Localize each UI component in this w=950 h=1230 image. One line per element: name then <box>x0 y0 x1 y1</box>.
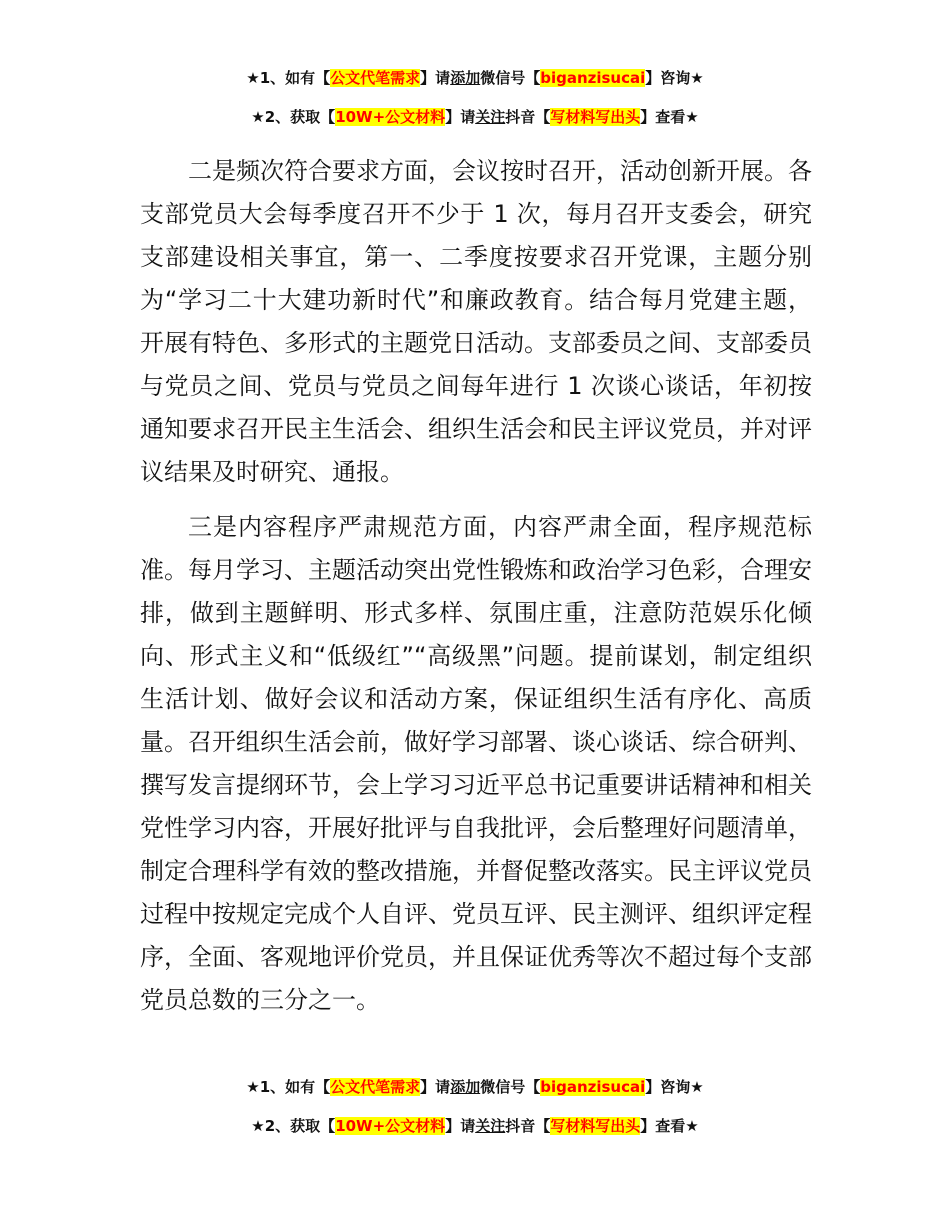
promo-highlight-materials: 10W+公文材料 <box>335 108 446 126</box>
promo-highlight-wechat-id: biganzisucai <box>540 69 646 87</box>
promo-suffix: 】查看★ <box>640 108 699 126</box>
promo-text: 微信号【 <box>480 1078 541 1096</box>
promo-highlight-materials: 10W+公文材料 <box>335 1117 446 1135</box>
promo-prefix: ★2、获取【 <box>251 108 336 126</box>
promo-text: 微信号【 <box>480 69 541 87</box>
footer-promo-line-1 <box>0 1076 950 1098</box>
promo-suffix: 】咨询★ <box>645 1078 704 1096</box>
promo-highlight-service: 公文代笔需求 <box>330 69 421 87</box>
promo-prefix: ★1、如有【 <box>246 1078 331 1096</box>
promo-highlight-douyin-account: 写材料写出头 <box>550 108 641 126</box>
body-paragraph-1: 二是频次符合要求方面，会议按时召开，活动创新开展。各支部党员大会每季度召开不少于 1 次，每月召开支委会，研究支部建设相关事宜，第一、二季度按要求召开党课，主题分别为“学习二十大建功新时代”和廉政教育。结合每月党建主题，开展有特色、多形式的主题党日活动。支部委员之间、支部委员与党员之间、党员与党员之间每年进行 1 次谈心谈话，年初按通知要求召开民主生活会、组织生活会和民主评议党员，并对评议结果及时研究、通报。 <box>140 157 812 486</box>
promo-text: 】请 <box>420 69 451 87</box>
promo-text: 抖音【 <box>505 1117 551 1135</box>
promo-highlight-douyin-account: 写材料写出头 <box>550 1117 641 1135</box>
promo-underlined-action: 关注 <box>475 1117 506 1135</box>
promo-underlined-action: 关注 <box>475 108 506 126</box>
header-promo-line-1 <box>0 67 950 89</box>
promo-suffix: 】查看★ <box>640 1117 699 1135</box>
promo-highlight-wechat-id: biganzisucai <box>540 1078 646 1096</box>
promo-suffix: 】咨询★ <box>645 69 704 87</box>
promo-text: 抖音【 <box>505 108 551 126</box>
promo-highlight-service: 公文代笔需求 <box>330 1078 421 1096</box>
footer-promo-line-2 <box>0 1115 950 1137</box>
promo-underlined-action: 添加 <box>450 1078 481 1096</box>
body-paragraph-2: 三是内容程序严肃规范方面，内容严肃全面，程序规范标准。每月学习、主题活动突出党性锻炼和政治学习色彩，合理安排，做到主题鲜明、形式多样、氛围庄重，注意防范娱乐化倾向、形式主义和“低级红”“高级黑”问题。提前谋划，制定组织生活计划、做好会议和活动方案，保证组织生活有序化、高质量。召开组织生活会前，做好学习部署、谈心谈话、综合研判、撰写发言提纲环节，会上学习习近平总书记重要讲话精神和相关党性学习内容，开展好批评与自我批评，会后整理好问题清单，制定合理科学有效的整改措施，并督促整改落实。民主评议党员过程中按规定完成个人自评、党员互评、民主测评、组织评定程序，全面、客观地评价党员，并且保证优秀等次不超过每个支部党员总数的三分之一。 <box>140 513 812 1014</box>
promo-prefix: ★2、获取【 <box>251 1117 336 1135</box>
promo-prefix: ★1、如有【 <box>246 69 331 87</box>
header-promo-line-2 <box>0 106 950 128</box>
promo-text: 】请 <box>445 108 476 126</box>
promo-underlined-action: 添加 <box>450 69 481 87</box>
promo-text: 】请 <box>420 1078 451 1096</box>
promo-text: 】请 <box>445 1117 476 1135</box>
